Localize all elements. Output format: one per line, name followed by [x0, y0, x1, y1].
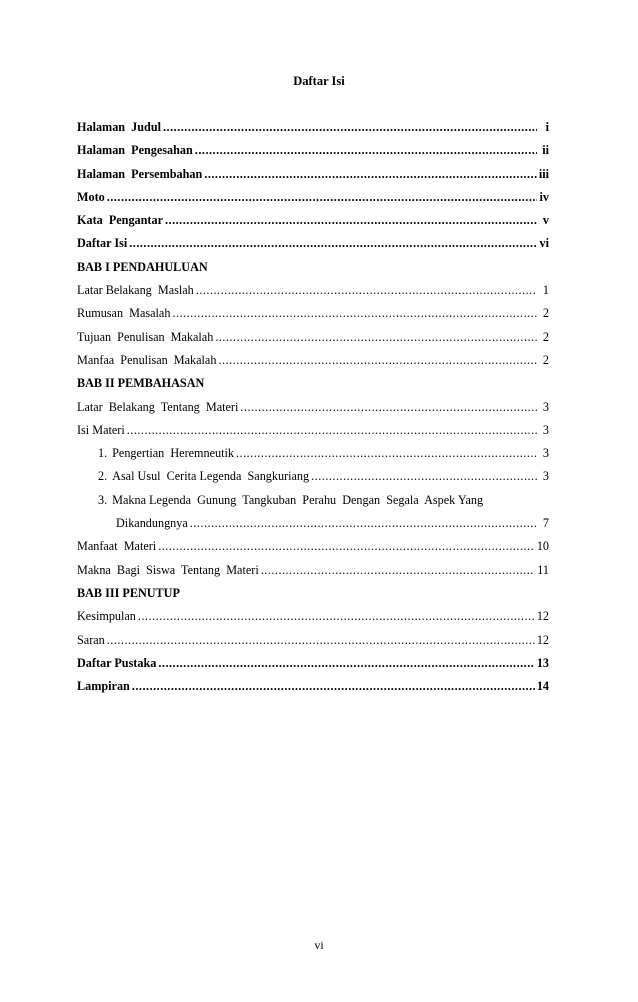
dot-leader: [129, 232, 537, 255]
toc-entry: [77, 116, 549, 139]
toc-entry-label: Halaman Pengesahan: [77, 143, 193, 158]
toc-entry-label: Halaman Persembahan: [77, 166, 203, 181]
toc-entry: [77, 582, 549, 605]
toc-entry-label: Isi Materi: [77, 422, 125, 437]
toc-entry-label: Manfaa Penulisan Makalah: [77, 352, 217, 367]
toc-entry-page: 14: [536, 679, 549, 694]
toc-entry-page: 2: [542, 329, 549, 344]
toc-entry-label: Makna Legenda Gunung Tangkuban Perahu Dengan Segala Aspek Yang: [112, 492, 484, 507]
toc-entry-page: 3: [542, 399, 549, 414]
dot-leader: [196, 279, 537, 302]
dot-leader: [236, 442, 537, 465]
toc-entry-label: Lampiran: [77, 679, 130, 694]
dot-leader: [165, 209, 537, 232]
toc-entry-number: 3.: [98, 492, 108, 507]
toc-entry-page: ii: [542, 143, 549, 158]
toc-entry-label: Makna Bagi Siswa Tentang Materi: [77, 562, 259, 577]
toc-entry-label: Latar Belakang Tentang Materi: [77, 399, 239, 414]
toc-entry: [77, 232, 549, 255]
toc-entry-label: BAB II PEMBAHASAN: [77, 376, 205, 391]
toc-entry-label: Dikandungnya: [116, 516, 188, 531]
toc-entry-page: 12: [536, 632, 549, 647]
toc-entry: [77, 605, 549, 628]
dot-leader: [240, 396, 537, 419]
dot-leader: [215, 326, 537, 349]
toc-entry-label: Pengertian Heremneutik: [112, 446, 234, 461]
dot-leader: [107, 629, 535, 652]
toc-entry: [77, 535, 549, 558]
toc-entry-label: Manfaat Materi: [77, 539, 157, 554]
toc-entry-page: 3: [542, 469, 549, 484]
toc-entry-page: 13: [536, 655, 549, 670]
toc-entry-number: 2.: [98, 469, 108, 484]
toc-entry: [77, 256, 549, 279]
toc-entry-page: i: [545, 120, 549, 134]
toc-entry: [77, 489, 549, 512]
table-of-contents: [77, 116, 549, 698]
toc-entry-label: BAB I PENDAHULUAN: [77, 259, 208, 274]
toc-entry-page: iv: [539, 189, 549, 204]
toc-entry-label: Moto: [77, 189, 105, 204]
toc-entry: [77, 349, 549, 372]
dot-leader: [311, 465, 537, 488]
toc-entry-label: Tujuan Penulisan Makalah: [77, 329, 214, 344]
toc-entry: [77, 396, 549, 419]
toc-entry-label: BAB III PENUTUP: [77, 585, 180, 600]
dot-leader: [163, 116, 537, 139]
toc-entry: [77, 279, 549, 302]
toc-entry-label: Rumusan Masalah: [77, 306, 171, 321]
toc-entry-page: iii: [538, 166, 549, 181]
dot-leader: [204, 163, 537, 186]
toc-entry-label: Latar Belakang Maslah: [77, 283, 194, 298]
dot-leader: [172, 302, 537, 325]
toc-entry: [77, 559, 549, 582]
toc-entry-page: 2: [542, 352, 549, 367]
dot-leader: [127, 419, 537, 442]
page-number: vi: [314, 938, 324, 952]
toc-entry-page: 10: [536, 539, 549, 554]
dot-leader: [218, 349, 537, 372]
toc-entry: [77, 326, 549, 349]
dot-leader: [261, 559, 536, 582]
dot-leader: [132, 675, 535, 698]
dot-leader: [138, 605, 535, 628]
toc-entry-label: Asal Usul Cerita Legenda Sangkuriang: [112, 469, 310, 484]
toc-entry-page: 3: [542, 446, 549, 461]
toc-entry-page: 7: [542, 516, 549, 531]
toc-entry-page: 1: [542, 283, 549, 298]
dot-leader: [107, 186, 537, 209]
toc-entry: [77, 442, 549, 465]
toc-entry: [77, 163, 549, 186]
toc-entry: [77, 139, 549, 162]
toc-entry: [77, 512, 549, 535]
toc-entry: [77, 209, 549, 232]
toc-entry-label: Halaman Judul: [77, 120, 161, 134]
toc-title: Daftar Isi: [293, 74, 345, 88]
toc-entry-label: Kata Pengantar: [77, 213, 163, 228]
dot-leader: [158, 652, 534, 675]
toc-entry: [77, 302, 549, 325]
toc-entry: [77, 652, 549, 675]
toc-entry-label: Daftar Pustaka: [77, 655, 157, 670]
toc-entry: [77, 629, 549, 652]
toc-entry: [77, 372, 549, 395]
toc-entry: [77, 675, 549, 698]
toc-entry-page: 12: [536, 609, 549, 624]
toc-entry-page: vi: [539, 236, 549, 251]
toc-entry-page: v: [542, 213, 549, 228]
toc-entry-number: 1.: [98, 446, 108, 461]
toc-entry: [77, 419, 549, 442]
toc-entry-page: 2: [542, 306, 549, 321]
dot-leader: [190, 512, 537, 535]
toc-entry-page: 11: [537, 562, 549, 577]
toc-entry: [77, 465, 549, 488]
dot-leader: [158, 535, 535, 558]
toc-entry: [77, 186, 549, 209]
toc-entry-label: Daftar Isi: [77, 236, 128, 251]
dot-leader: [195, 139, 537, 162]
toc-entry-label: Saran: [77, 632, 105, 647]
toc-entry-page: 3: [542, 422, 549, 437]
toc-entry-label: Kesimpulan: [77, 609, 136, 624]
